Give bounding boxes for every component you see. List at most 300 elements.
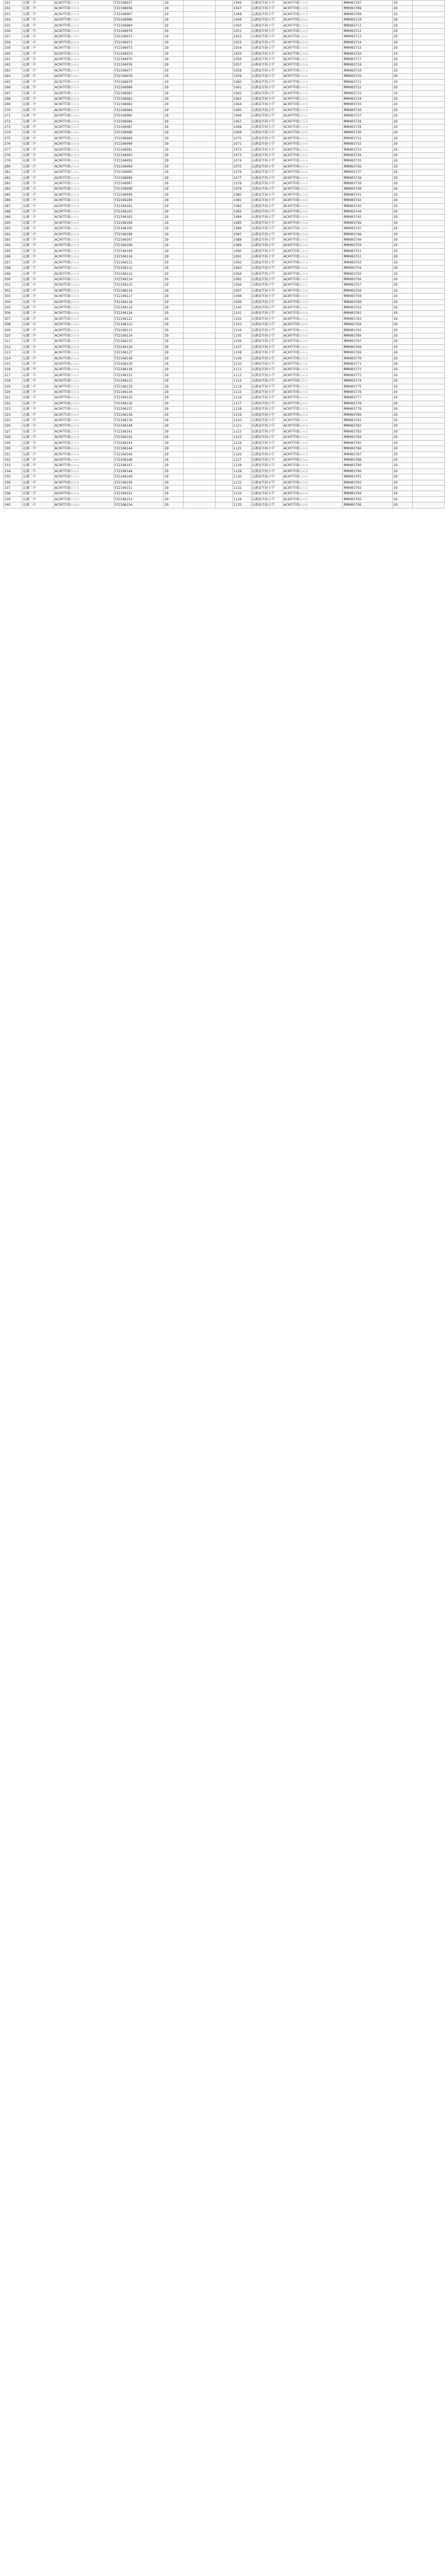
- table-row: [4, 29, 445, 34]
- left-id-cell: FZ2106112: [114, 266, 164, 271]
- right-score-cell: 29: [393, 29, 413, 34]
- left-id-cell: FZ2106100: [114, 198, 164, 203]
- right-group-cell: ACM7年级☆☆☆: [283, 401, 343, 406]
- right-score-cell: 29: [393, 299, 413, 305]
- left-group-cell: ACM7年级☆☆☆: [54, 254, 114, 260]
- right-award-cell: [413, 350, 445, 356]
- right-award-cell: [413, 440, 445, 446]
- right-group-cell: ACM7年级☆☆☆: [283, 181, 343, 186]
- left-no-cell: 291: [4, 226, 22, 231]
- left-school-cell: 沁源二中: [22, 11, 54, 17]
- left-award-cell: [184, 440, 216, 446]
- right-no-cell: 1058: [232, 68, 251, 73]
- right-id-cell: RM0003744: [343, 209, 393, 215]
- right-school-cell: 沁源县实验小学: [251, 288, 283, 293]
- left-group-cell: ACM7年级☆☆☆: [54, 407, 114, 412]
- left-score-cell: 29: [164, 119, 184, 124]
- column-divider: [216, 181, 232, 186]
- left-school-cell: 沁源二中: [22, 40, 54, 45]
- left-no-cell: 279: [4, 158, 22, 164]
- right-score-cell: 29: [393, 141, 413, 147]
- left-award-cell: [184, 452, 216, 457]
- right-id-cell: RM0003796: [343, 503, 393, 508]
- right-school-cell: 沁源县实验小学: [251, 57, 283, 62]
- table-row: [4, 130, 445, 136]
- right-school-cell: 沁源县实验小学: [251, 282, 283, 288]
- left-award-cell: [184, 435, 216, 440]
- column-divider: [216, 91, 232, 96]
- left-award-cell: [184, 418, 216, 423]
- right-school-cell: 沁源县实验小学: [251, 491, 283, 497]
- column-divider: [216, 429, 232, 434]
- right-award-cell: [413, 124, 445, 130]
- right-award-cell: [413, 113, 445, 119]
- right-id-cell: RM0003793: [343, 485, 393, 491]
- right-award-cell: [413, 407, 445, 412]
- left-score-cell: 29: [164, 141, 184, 147]
- left-award-cell: [184, 327, 216, 333]
- right-group-cell: ACM7年级☆☆☆: [283, 305, 343, 310]
- left-no-cell: 277: [4, 147, 22, 152]
- column-divider: [216, 299, 232, 305]
- right-group-cell: ACM7年级☆☆☆: [283, 11, 343, 17]
- column-divider: [216, 305, 232, 310]
- left-award-cell: [184, 282, 216, 288]
- right-id-cell: RM0003729: [343, 124, 393, 130]
- table-row: [4, 209, 445, 215]
- left-score-cell: 29: [164, 46, 184, 51]
- left-no-cell: 304: [4, 299, 22, 305]
- table-row: [4, 316, 445, 321]
- right-id-cell: RM0003749: [343, 237, 393, 243]
- left-award-cell: [184, 113, 216, 119]
- right-no-cell: 1109: [232, 356, 251, 361]
- left-id-cell: FZ2106130: [114, 367, 164, 372]
- left-group-cell: ACM7年级☆☆☆: [54, 395, 114, 401]
- left-group-cell: ACM7年级☆☆☆: [54, 372, 114, 378]
- table-row: [4, 1, 445, 6]
- right-score-cell: 29: [393, 316, 413, 321]
- right-school-cell: 沁源县实验小学: [251, 497, 283, 502]
- table-row: [4, 327, 445, 333]
- left-no-cell: 334: [4, 468, 22, 474]
- left-group-cell: ACM7年级☆☆☆: [54, 266, 114, 271]
- right-id-cell: RM0003730: [343, 130, 393, 136]
- left-group-cell: ACM7年级☆☆☆: [54, 209, 114, 215]
- table-row: [4, 231, 445, 237]
- left-group-cell: ACM7年级☆☆☆: [54, 34, 114, 40]
- left-id-cell: FZ2106098: [114, 186, 164, 192]
- left-id-cell: FZ2106113: [114, 271, 164, 276]
- table-row: [4, 226, 445, 231]
- right-award-cell: [413, 192, 445, 197]
- left-id-cell: FZ2106109: [114, 248, 164, 254]
- right-school-cell: 沁源县实验小学: [251, 452, 283, 457]
- left-id-cell: FZ2106097: [114, 181, 164, 186]
- left-group-cell: ACM7年级☆☆☆: [54, 322, 114, 327]
- column-divider: [216, 282, 232, 288]
- table-row: [4, 186, 445, 192]
- right-group-cell: ACM7年级☆☆☆: [283, 491, 343, 497]
- right-school-cell: 沁源县实验小学: [251, 395, 283, 401]
- left-group-cell: ACM7年级☆☆☆: [54, 57, 114, 62]
- right-group-cell: ACM7年级☆☆☆: [283, 322, 343, 327]
- right-group-cell: ACM7年级☆☆☆: [283, 299, 343, 305]
- left-group-cell: ACM7年级☆☆☆: [54, 91, 114, 96]
- left-no-cell: 300: [4, 276, 22, 282]
- right-school-cell: 沁源县实验小学: [251, 333, 283, 338]
- left-school-cell: 沁源二中: [22, 339, 54, 344]
- right-score-cell: 29: [393, 231, 413, 237]
- right-score-cell: 29: [393, 266, 413, 271]
- right-id-cell: RM0003758: [343, 288, 393, 293]
- right-award-cell: [413, 181, 445, 186]
- right-id-cell: RM0003722: [343, 85, 393, 91]
- left-score-cell: 29: [164, 192, 184, 197]
- table-row: [4, 491, 445, 497]
- left-id-cell: FZ2106091: [114, 147, 164, 152]
- right-school-cell: 沁源县实验小学: [251, 29, 283, 34]
- right-score-cell: 29: [393, 164, 413, 169]
- left-school-cell: 沁源二中: [22, 220, 54, 226]
- right-id-cell: RM0003760: [343, 299, 393, 305]
- right-no-cell: 1094: [232, 271, 251, 276]
- right-school-cell: 沁源县实验小学: [251, 429, 283, 434]
- right-id-cell: RM0003787: [343, 452, 393, 457]
- left-score-cell: 29: [164, 311, 184, 316]
- right-no-cell: 1067: [232, 119, 251, 124]
- right-score-cell: 29: [393, 85, 413, 91]
- left-school-cell: 沁源二中: [22, 23, 54, 28]
- right-school-cell: 沁源县实验小学: [251, 209, 283, 215]
- left-group-cell: ACM7年级☆☆☆: [54, 463, 114, 468]
- column-divider: [216, 141, 232, 147]
- table-row: [4, 463, 445, 468]
- left-score-cell: 29: [164, 457, 184, 462]
- left-no-cell: 299: [4, 271, 22, 276]
- left-group-cell: ACM7年级☆☆☆: [54, 74, 114, 79]
- left-id-cell: FZ2106133: [114, 384, 164, 389]
- right-school-cell: 沁源县实验小学: [251, 243, 283, 248]
- right-id-cell: RM0003759: [343, 294, 393, 299]
- right-no-cell: 1101: [232, 311, 251, 316]
- right-no-cell: 1110: [232, 362, 251, 367]
- right-no-cell: 1118: [232, 407, 251, 412]
- left-no-cell: 298: [4, 266, 22, 271]
- left-award-cell: [184, 34, 216, 40]
- left-group-cell: ACM7年级☆☆☆: [54, 237, 114, 243]
- left-school-cell: 沁源二中: [22, 372, 54, 378]
- right-school-cell: 沁源县实验小学: [251, 170, 283, 175]
- left-id-cell: FZ2106081: [114, 91, 164, 96]
- right-score-cell: 29: [393, 446, 413, 452]
- table-row: [4, 181, 445, 186]
- right-award-cell: [413, 152, 445, 158]
- right-award-cell: [413, 130, 445, 136]
- right-id-cell: RM0003711: [343, 23, 393, 28]
- left-group-cell: ACM7年级☆☆☆: [54, 480, 114, 485]
- left-award-cell: [184, 350, 216, 356]
- right-no-cell: 1098: [232, 294, 251, 299]
- left-id-cell: FZ2106138: [114, 412, 164, 417]
- left-group-cell: ACM7年级☆☆☆: [54, 485, 114, 491]
- right-school-cell: 沁源县实验小学: [251, 130, 283, 136]
- right-id-cell: RM0003766: [343, 333, 393, 338]
- right-group-cell: ACM7年级☆☆☆: [283, 468, 343, 474]
- left-id-cell: FZ2106144: [114, 446, 164, 452]
- left-school-cell: 沁源二中: [22, 136, 54, 141]
- right-award-cell: [413, 34, 445, 40]
- right-no-cell: 1133: [232, 491, 251, 497]
- left-school-cell: 沁源二中: [22, 46, 54, 51]
- table-row: [4, 164, 445, 169]
- right-no-cell: 1121: [232, 423, 251, 429]
- left-award-cell: [184, 463, 216, 468]
- right-school-cell: 沁源县实验小学: [251, 344, 283, 350]
- column-divider: [216, 350, 232, 356]
- right-id-cell: RM0003724: [343, 96, 393, 101]
- column-divider: [216, 40, 232, 45]
- left-school-cell: 沁源二中: [22, 350, 54, 356]
- left-school-cell: 沁源二中: [22, 316, 54, 321]
- right-school-cell: 沁源县实验小学: [251, 119, 283, 124]
- left-group-cell: ACM7年级☆☆☆: [54, 468, 114, 474]
- right-school-cell: 沁源县实验小学: [251, 350, 283, 356]
- right-score-cell: 29: [393, 248, 413, 254]
- left-school-cell: 沁源二中: [22, 237, 54, 243]
- right-no-cell: 1063: [232, 96, 251, 101]
- left-school-cell: 沁源二中: [22, 175, 54, 181]
- left-id-cell: FZ2106099: [114, 192, 164, 197]
- left-score-cell: 29: [164, 294, 184, 299]
- right-score-cell: 29: [393, 96, 413, 101]
- left-award-cell: [184, 390, 216, 395]
- right-id-cell: RM0003794: [343, 491, 393, 497]
- right-id-cell: RM0003708: [343, 6, 393, 11]
- right-no-cell: 1083: [232, 209, 251, 215]
- right-id-cell: RM0003740: [343, 186, 393, 192]
- left-score-cell: 29: [164, 485, 184, 491]
- right-id-cell: RM0003791: [343, 474, 393, 480]
- column-divider: [216, 378, 232, 384]
- left-score-cell: 29: [164, 29, 184, 34]
- right-award-cell: [413, 480, 445, 485]
- right-id-cell: RM0003718: [343, 62, 393, 68]
- right-group-cell: ACM7年级☆☆☆: [283, 198, 343, 203]
- left-group-cell: ACM7年级☆☆☆: [54, 147, 114, 152]
- left-id-cell: FZ2106096: [114, 175, 164, 181]
- left-group-cell: ACM7年级☆☆☆: [54, 192, 114, 197]
- left-id-cell: FZ2106124: [114, 333, 164, 338]
- score-table: [3, 0, 445, 508]
- left-school-cell: 沁源二中: [22, 119, 54, 124]
- right-school-cell: 沁源县实验小学: [251, 79, 283, 85]
- right-id-cell: RM0003771: [343, 362, 393, 367]
- right-award-cell: [413, 248, 445, 254]
- right-school-cell: 沁源县实验小学: [251, 316, 283, 321]
- left-id-cell: FZ2106117: [114, 294, 164, 299]
- left-score-cell: 29: [164, 1, 184, 6]
- right-award-cell: [413, 1, 445, 6]
- left-group-cell: ACM7年级☆☆☆: [54, 203, 114, 209]
- right-group-cell: ACM7年级☆☆☆: [283, 231, 343, 237]
- column-divider: [216, 79, 232, 85]
- right-award-cell: [413, 474, 445, 480]
- right-group-cell: ACM7年级☆☆☆: [283, 429, 343, 434]
- column-divider: [216, 271, 232, 276]
- right-no-cell: 1054: [232, 46, 251, 51]
- left-score-cell: 29: [164, 209, 184, 215]
- left-award-cell: [184, 276, 216, 282]
- column-divider: [216, 57, 232, 62]
- table-row: [4, 203, 445, 209]
- right-id-cell: RM0003710: [343, 17, 393, 23]
- column-divider: [216, 435, 232, 440]
- right-id-cell: RM0003726: [343, 107, 393, 113]
- table-row: [4, 497, 445, 502]
- table-row: [4, 423, 445, 429]
- left-school-cell: 沁源二中: [22, 333, 54, 338]
- left-score-cell: 29: [164, 503, 184, 508]
- right-school-cell: 沁源县实验小学: [251, 412, 283, 417]
- right-id-cell: RM0003765: [343, 327, 393, 333]
- right-no-cell: 1102: [232, 316, 251, 321]
- left-score-cell: 29: [164, 62, 184, 68]
- table-row: [4, 485, 445, 491]
- right-no-cell: 1062: [232, 91, 251, 96]
- table-row: [4, 367, 445, 372]
- right-score-cell: 29: [393, 367, 413, 372]
- right-school-cell: 沁源县实验小学: [251, 384, 283, 389]
- left-score-cell: 29: [164, 152, 184, 158]
- right-score-cell: 29: [393, 390, 413, 395]
- left-id-cell: FZ2106073: [114, 46, 164, 51]
- right-no-cell: 1057: [232, 62, 251, 68]
- left-score-cell: 29: [164, 282, 184, 288]
- left-group-cell: ACM7年级☆☆☆: [54, 215, 114, 220]
- left-group-cell: ACM7年级☆☆☆: [54, 62, 114, 68]
- right-group-cell: ACM7年级☆☆☆: [283, 452, 343, 457]
- left-id-cell: FZ2106076: [114, 62, 164, 68]
- table-row: [4, 395, 445, 401]
- left-id-cell: FZ2106007: [114, 11, 164, 17]
- left-group-cell: ACM7年级☆☆☆: [54, 6, 114, 11]
- right-award-cell: [413, 395, 445, 401]
- column-divider: [216, 237, 232, 243]
- left-school-cell: 沁源二中: [22, 203, 54, 209]
- left-id-cell: FZ2106126: [114, 344, 164, 350]
- table-row: [4, 282, 445, 288]
- right-score-cell: 29: [393, 333, 413, 338]
- right-school-cell: 沁源县实验小学: [251, 186, 283, 192]
- right-no-cell: 1073: [232, 152, 251, 158]
- left-no-cell: 271: [4, 113, 22, 119]
- column-divider: [216, 62, 232, 68]
- left-id-cell: FZ2106154: [114, 503, 164, 508]
- right-group-cell: ACM7年级☆☆☆: [283, 412, 343, 417]
- right-school-cell: 沁源县实验小学: [251, 17, 283, 23]
- left-award-cell: [184, 237, 216, 243]
- left-award-cell: [184, 68, 216, 73]
- left-group-cell: ACM7年级☆☆☆: [54, 220, 114, 226]
- table-row: [4, 390, 445, 395]
- right-group-cell: ACM7年级☆☆☆: [283, 418, 343, 423]
- right-no-cell: 1107: [232, 344, 251, 350]
- right-no-cell: 1055: [232, 51, 251, 56]
- column-divider: [216, 446, 232, 452]
- column-divider: [216, 102, 232, 107]
- left-score-cell: 29: [164, 23, 184, 28]
- right-school-cell: 沁源县实验小学: [251, 68, 283, 73]
- column-divider: [216, 294, 232, 299]
- right-group-cell: ACM7年级☆☆☆: [283, 113, 343, 119]
- right-school-cell: 沁源县实验小学: [251, 102, 283, 107]
- table-row: [4, 266, 445, 271]
- left-score-cell: 29: [164, 276, 184, 282]
- right-school-cell: 沁源县实验小学: [251, 231, 283, 237]
- left-no-cell: 267: [4, 91, 22, 96]
- right-id-cell: RM0003775: [343, 384, 393, 389]
- left-id-cell: FZ2106090: [114, 141, 164, 147]
- left-school-cell: 沁源二中: [22, 288, 54, 293]
- right-school-cell: 沁源县实验小学: [251, 147, 283, 152]
- right-no-cell: 1088: [232, 237, 251, 243]
- right-award-cell: [413, 209, 445, 215]
- left-no-cell: 287: [4, 203, 22, 209]
- right-award-cell: [413, 429, 445, 434]
- left-id-cell: FZ2106123: [114, 327, 164, 333]
- left-award-cell: [184, 248, 216, 254]
- left-no-cell: 258: [4, 40, 22, 45]
- right-no-cell: 1050: [232, 23, 251, 28]
- right-no-cell: 1119: [232, 412, 251, 417]
- left-award-cell: [184, 226, 216, 231]
- right-school-cell: 沁源县实验小学: [251, 372, 283, 378]
- left-id-cell: FZ2106129: [114, 362, 164, 367]
- right-award-cell: [413, 294, 445, 299]
- right-group-cell: ACM7年级☆☆☆: [283, 446, 343, 452]
- table-row: [4, 34, 445, 40]
- left-school-cell: 沁源二中: [22, 367, 54, 372]
- right-score-cell: 29: [393, 209, 413, 215]
- right-school-cell: 沁源县实验小学: [251, 356, 283, 361]
- left-school-cell: 沁源二中: [22, 85, 54, 91]
- right-award-cell: [413, 231, 445, 237]
- table-row: [4, 23, 445, 28]
- column-divider: [216, 407, 232, 412]
- right-id-cell: RM0003786: [343, 446, 393, 452]
- column-divider: [216, 175, 232, 181]
- left-no-cell: 325: [4, 418, 22, 423]
- left-score-cell: 29: [164, 305, 184, 310]
- left-score-cell: 29: [164, 384, 184, 389]
- right-group-cell: ACM7年级☆☆☆: [283, 192, 343, 197]
- left-award-cell: [184, 85, 216, 91]
- right-school-cell: 沁源县实验小学: [251, 248, 283, 254]
- right-award-cell: [413, 491, 445, 497]
- right-group-cell: ACM7年级☆☆☆: [283, 164, 343, 169]
- right-group-cell: ACM7年级☆☆☆: [283, 423, 343, 429]
- left-school-cell: 沁源二中: [22, 62, 54, 68]
- table-row: [4, 124, 445, 130]
- right-group-cell: ACM7年级☆☆☆: [283, 480, 343, 485]
- left-school-cell: 沁源二中: [22, 384, 54, 389]
- column-divider: [216, 68, 232, 73]
- table-row: [4, 384, 445, 389]
- left-id-cell: FZ2106122: [114, 322, 164, 327]
- right-no-cell: 1128: [232, 463, 251, 468]
- left-id-cell: FZ2106088: [114, 130, 164, 136]
